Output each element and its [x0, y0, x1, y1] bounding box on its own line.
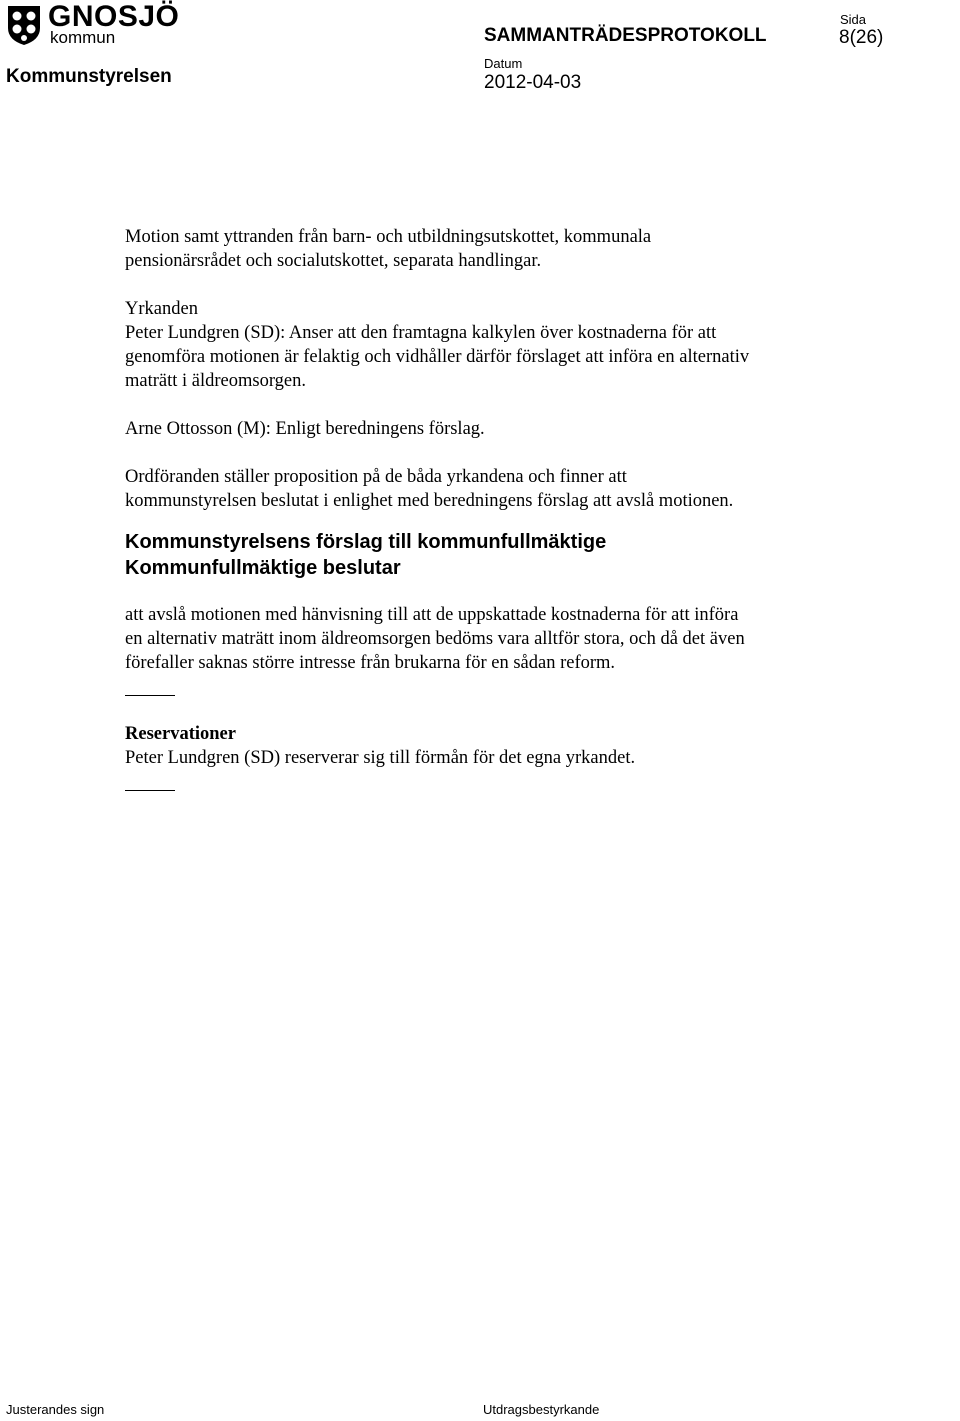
date-value: 2012-04-03 [484, 72, 582, 93]
page-label: Sida [840, 12, 867, 27]
reservation-text: Peter Lundgren (SD) reserverar sig till förmån för det egna yrkandet. [125, 748, 636, 768]
document-body [125, 225, 915, 791]
document-title: SAMMANTRÄDESPROTOKOLL [484, 25, 767, 46]
gnosjo-kommun-logo [6, 0, 180, 47]
logo-subtitle: kommun [50, 28, 116, 47]
date-label: Datum [484, 56, 523, 71]
yrkande-1-line-1: Peter Lundgren (SD): Anser att den framtagna kalkylen över kostnaderna för att [125, 323, 717, 343]
yrkande-2: Arne Ottosson (M): Enligt beredningens förslag. [125, 419, 485, 439]
page-number: 8(26) [839, 27, 884, 48]
reservations-heading: Reservationer [125, 724, 236, 744]
intro-line-1: Motion samt yttranden från barn- och utbildningsutskottet, kommunala [125, 227, 652, 247]
logo-name: GNOSJÖ [48, 0, 180, 33]
footer-certification-label: Utdragsbestyrkande [483, 1402, 600, 1417]
kf-decision-heading: Kommunfullmäktige beslutar [125, 557, 401, 579]
organization-name: Kommunstyrelsen [6, 66, 172, 87]
decision-line-3: förefaller saknas större intresse från brukarna för en sådan reform. [125, 653, 616, 673]
decision-line-1: att avslå motionen med hänvisning till att de uppskattade kostnaderna för att införa [125, 605, 739, 625]
section-divider [125, 790, 175, 791]
ks-proposal-heading: Kommunstyrelsens förslag till kommunfullmäktige [125, 531, 607, 553]
footer-signature-label: Justerandes sign [6, 1402, 105, 1417]
yrkanden-heading: Yrkanden [125, 299, 198, 319]
yrkande-1-line-3: maträtt i äldreomsorgen. [125, 371, 307, 391]
yrkande-1-line-2: genomföra motionen är felaktig och vidhåller därför förslaget att införa en alternativ [125, 347, 750, 367]
proposition-line-2: kommunstyrelsen beslutat i enlighet med beredningens förslag att avslå motionen. [125, 491, 734, 511]
coat-of-arms-icon [6, 4, 42, 46]
decision-line-2: en alternativ maträtt inom äldreomsorgen bedöms vara alltför stora, och då det även [125, 629, 745, 649]
proposition-line-1: Ordföranden ställer proposition på de båda yrkandena och finner att [125, 467, 627, 487]
intro-line-2: pensionärsrådet och socialutskottet, separata handlingar. [125, 251, 542, 271]
